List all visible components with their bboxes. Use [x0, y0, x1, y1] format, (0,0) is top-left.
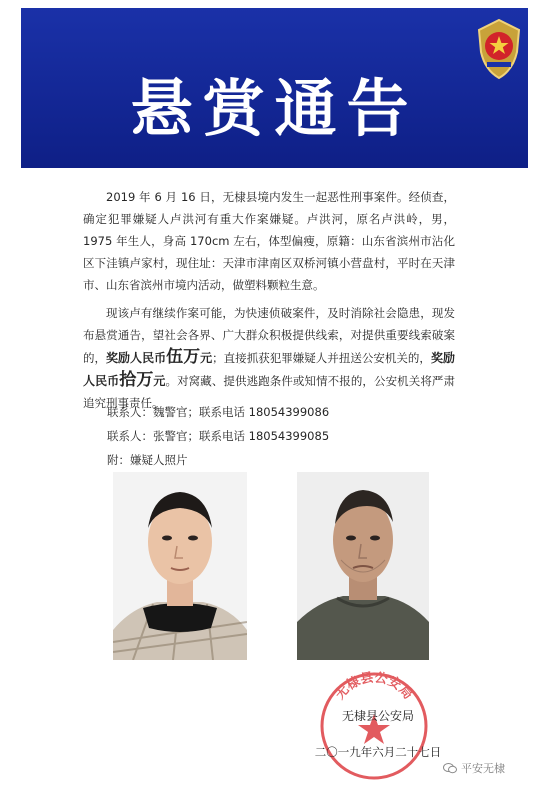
case-paragraph: 2019 年 6 月 16 日，无棣县境内发生一起恶性刑事案件。经侦查，确定犯罪嫌疑人卢洪河有重大作案嫌疑。卢洪河，原名卢洪岭，男，1975 年生人，身高 170cm 左右，体型偏瘦，原籍：山东省滨州市沾化区下洼镇卢家村，现住址：天津市津南区双桥河镇小营盘村，平时在天津市、山东省滨州市境内活动，做塑料颗粒生意。	[83, 190, 455, 292]
police-emblem-icon	[473, 18, 525, 80]
reward-amount: 拾万	[119, 370, 154, 390]
wechat-icon	[443, 763, 457, 774]
notice-title: 悬赏通告	[130, 72, 419, 145]
issue-date: 二〇一九年六月二十七日	[314, 745, 442, 759]
watermark	[443, 760, 505, 776]
reward-label: 奖励人民币	[83, 351, 455, 388]
contact-wei: 联系人：魏警官；联系电话 18054399086	[107, 405, 330, 419]
issuer-name: 无棣县公安局	[341, 709, 414, 723]
contact-zhang: 联系人：张警官；联系电话 18054399085	[107, 429, 330, 443]
notice-body	[83, 186, 455, 414]
suspect-photo-2	[297, 472, 429, 660]
contact-list	[107, 401, 329, 471]
issuer-signature	[293, 707, 463, 760]
suspect-photo-1	[113, 472, 247, 660]
reward-label: 奖励人民币	[106, 351, 167, 365]
reward-amount: 伍万	[166, 347, 201, 367]
notice-banner	[21, 8, 528, 168]
svg-text:无棣县公安局: 无棣县公安局	[332, 670, 416, 703]
photo-attachment-label: 附：嫌疑人照片	[107, 453, 188, 467]
watermark-text: 平安无棣	[461, 762, 505, 775]
reward-paragraph: 现该卢有继续作案可能，为快速侦破案件，及时消除社会隐患，现发布悬赏通告，望社会各界、广大群众积极提供线索，对提供重要线索破案的，奖励人民币伍万元；直接抓获犯罪嫌疑人并扭送公安机关的，奖励人民币拾万元。对窝藏、提供逃跑条件或知情不报的，公安机关将严肃追究刑事责任。	[83, 306, 455, 410]
